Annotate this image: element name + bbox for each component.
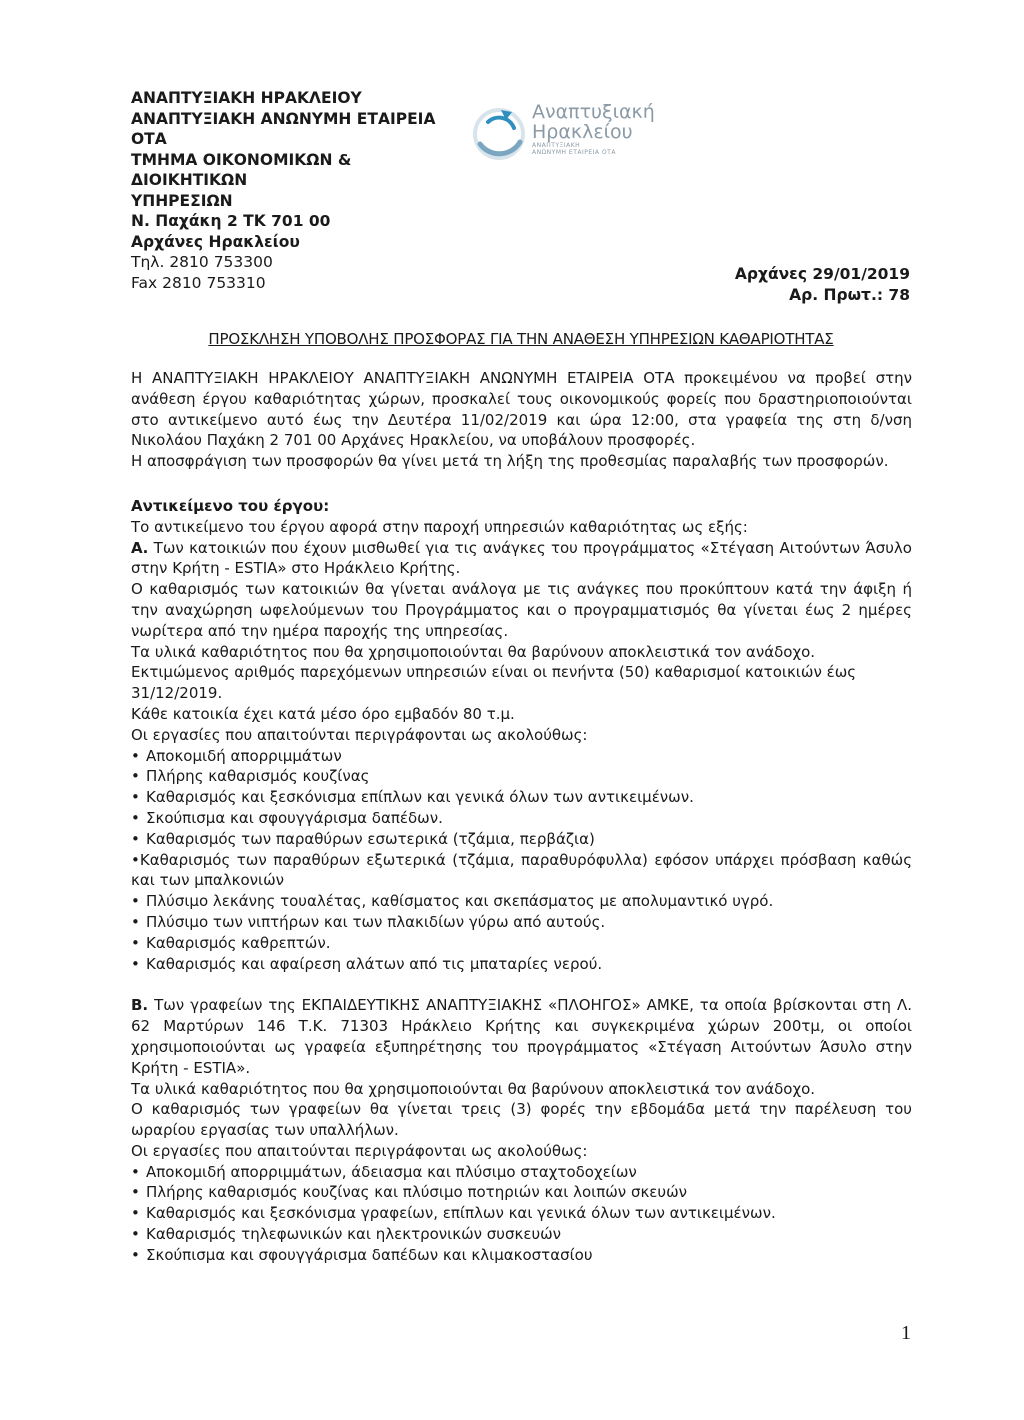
bullet-icon: • [131, 746, 140, 765]
list-item: • Σκούπισμα και σφουγγάρισμα δαπέδων. [131, 808, 443, 827]
date-block [735, 264, 910, 306]
department-name-cont: ΥΠΗΡΕΣΙΩΝ [131, 191, 233, 210]
section-a-text: Των κατοικιών που έχουν μισθωθεί για τις ανάγκες του προγράμματος «Στέγαση Αιτούντων Άσυλο στην Κρήτη - ESTIA» στο Ηράκλειο Κρήτης. [131, 538, 912, 578]
section-a-area: Κάθε κατοικία έχει κατά μέσο όρο εμβαδόν 80 τ.μ. [131, 704, 515, 723]
section-a-paragraph [131, 538, 912, 580]
section-a-estimate: Εκτιμώμενος αριθμός παρεχόμενων υπηρεσιών είναι οι πενήντα (50) καθαρισμοί κατοικιών έως 31/12/2019. [131, 663, 857, 703]
list-item: • Καθαρισμός καθρεπτών. [131, 933, 331, 952]
page-number: 1 [901, 1322, 911, 1344]
list-item: • Πλήρης καθαρισμός κουζίνας [131, 767, 370, 786]
bullet-icon: • [131, 850, 140, 869]
list-item: • Καθαρισμός και αφαίρεση αλάτων από τις μπαταρίες νερού. [131, 954, 603, 973]
city: Αρχάνες Ηρακλείου [131, 232, 300, 251]
list-item: • Σκούπισμα και σφουγγάρισμα δαπέδων και κλιμακοστασίου [131, 1245, 593, 1264]
bullet-icon: • [131, 829, 140, 848]
list-item: • Καθαρισμός και ξεσκόνισμα γραφείων, επίπλων και γενικά όλων των αντικειμένων. [131, 1204, 776, 1223]
list-item: • Καθαρισμός τηλεφωνικών και ηλεκτρονικών συσκευών [131, 1225, 562, 1244]
org-name: ΑΝΑΠΤΥΞΙΑΚΗ ΗΡΑΚΛΕΙΟΥ [131, 89, 362, 107]
list-item: •Καθαρισμός των παραθύρων εξωτερικά (τζάμια, παραθυρόφυλλα) εφόσον υπάρχει πρόσβαση καθώς και των μπαλκονιών [131, 850, 912, 890]
list-item: • Πλήρης καθαρισμός κουζίνας και πλύσιμο ποτηριών και λοιπών σκευών [131, 1183, 688, 1202]
bullet-icon: • [131, 933, 140, 952]
org-legal-name: ΑΝΑΠΤΥΞΙΑΚΗ ΑΝΩΝΥΜΗ ΕΤΑΙΡΕΙΑ ΟΤΑ [131, 109, 436, 148]
logo-subtitle1: ΑΝΑΠΤΥΞΙΑΚΗ [532, 142, 581, 149]
logo-line1: Αναπτυξιακή [532, 101, 655, 123]
protocol-number: Αρ. Πρωτ.: 78 [789, 286, 910, 304]
bullet-icon: • [131, 912, 140, 931]
object-heading: Αντικείμενο του έργου: [131, 496, 330, 515]
fax: Fax 2810 753310 [131, 273, 266, 292]
list-item: • Αποκομιδή απορριμμάτων [131, 746, 342, 765]
document-date: Αρχάνες 29/01/2019 [734, 265, 910, 283]
section-b-paragraph [131, 995, 912, 1078]
logo-subtitle2: ΑΝΩΝΥΜΗ ΕΤΑΙΡΕΙΑ ΟΤΑ [532, 149, 616, 156]
section-b-materials: Τα υλικά καθαριότητος που θα χρησιμοποιούνται θα βαρύνουν αποκλειστικά τον ανάδοχο. [131, 1079, 816, 1098]
bullet-icon: • [131, 788, 140, 807]
section-b-schedule: Ο καθαρισμός των γραφείων θα γίνεται τρεις (3) φορές την εβδομάδα μετά την παρέλευση του ωραρίου εργασίας των υπαλλήλων. [131, 1100, 912, 1140]
list-item: • Πλύσιμο λεκάνης τουαλέτας, καθίσματος και σκεπάσματος με απολυμαντικό υγρό. [131, 892, 774, 911]
list-item: • Αποκομιδή απορριμμάτων, άδειασμα και πλύσιμο σταχτοδοχείων [131, 1162, 637, 1181]
company-logo [468, 100, 668, 170]
bullet-icon: • [131, 954, 140, 973]
list-item: • Καθαρισμός των παραθύρων εσωτερικά (τζάμια, περβάζια) [131, 829, 595, 848]
section-b-text: Των γραφείων της ΕΚΠΑΙΔΕΥΤΙΚΗΣ ΑΝΑΠΤΥΞΙΑΚΗΣ «ΠΛΟΗΓΟΣ» ΑΜΚΕ, τα οποία βρίσκονται στη Λ. 62 Μαρτύρων 146 Τ.Κ. 71303 Ηράκλειο Κρήτης και συγκεκριμένα χώρων 200τμ, οι οποίοι χρησιμοποιούνται ως γραφεία εξυπηρέτησης του προγράμματος «Στέγαση Αιτούντων Άσυλο στην Κρήτη - ESTIA». [131, 996, 912, 1077]
bullet-icon: • [131, 1225, 140, 1244]
sender-block [131, 88, 471, 293]
bullet-icon: • [131, 1162, 140, 1181]
bullet-icon: • [131, 767, 140, 786]
list-item: • Καθαρισμός και ξεσκόνισμα επίπλων και γενικά όλων των αντικειμένων. [131, 788, 694, 807]
logo-mark-icon [468, 100, 530, 164]
section-b-tasks-intro: Οι εργασίες που απαιτούνται περιγράφονται ως ακολούθως: [131, 1141, 588, 1160]
bullet-icon: • [131, 892, 140, 911]
document-title: ΠΡΟΣΚΛΗΣΗ ΥΠΟΒΟΛΗΣ ΠΡΟΣΦΟΡΑΣ ΓΙΑ ΤΗΝ ΑΝΑΘΕΣΗ ΥΠΗΡΕΣΙΩΝ ΚΑΘΑΡΙΟΤΗΤΑΣ [208, 330, 834, 348]
object-intro: Το αντικείμενο του έργου αφορά στην παροχή υπηρεσιών καθαριότητας ως εξής: [131, 517, 748, 536]
bullet-icon: • [131, 808, 140, 827]
section-a-task-list [131, 746, 912, 975]
bullet-icon: • [131, 1183, 140, 1202]
section-a-tasks-intro: Οι εργασίες που απαιτούνται περιγράφονται ως ακολούθως: [131, 725, 588, 744]
section-a-materials: Τα υλικά καθαριότητος που θα χρησιμοποιούνται θα βαρύνουν αποκλειστικά τον ανάδοχο. [131, 642, 816, 661]
phone: Τηλ. 2810 753300 [131, 253, 273, 271]
intro-paragraph: Η ΑΝΑΠΤΥΞΙΑΚΗ ΗΡΑΚΛΕΙΟΥ ΑΝΑΠΤΥΞΙΑΚΗ ΑΝΩΝΥΜΗ ΕΤΑΙΡΕΙΑ ΟΤΑ προκειμένου να προβεί στην ανάθεση έργου καθαριότητας χώρων, προσκαλεί τους οικονομικούς φορείς που δραστηριοποιούνται στο αντικείμενο αυτό έως την Δευτέρα 11/02/2019 και ώρα 12:00, στα γραφεία της στη δ/νση Νικολάου Παχάκη 2 701 00 Αρχάνες Ηρακλείου, να υποβάλουν προσφορές. [131, 369, 912, 450]
opening-paragraph: Η αποσφράγιση των προσφορών θα γίνει μετά τη λήξη της προθεσμίας παραλαβής των προσφορών. [131, 452, 889, 471]
logo-line2: Ηρακλείου [532, 121, 633, 143]
bullet-icon: • [131, 1204, 140, 1223]
department-name: ΤΜΗΜΑ ΟΙΚΟΝΟΜΙΚΩΝ & ΔΙΟΙΚΗΤΙΚΩΝ [131, 150, 352, 189]
section-b-task-list [131, 1162, 912, 1266]
document-body [131, 368, 912, 1266]
bullet-icon: • [131, 1245, 140, 1264]
list-item: • Πλύσιμο των νιπτήρων και των πλακιδίων γύρω από αυτούς. [131, 912, 606, 931]
logo-wordmark [532, 102, 655, 156]
section-a-schedule: Ο καθαρισμός των κατοικιών θα γίνεται ανάλογα με τις ανάγκες που προκύπτουν κατά την άφιξη ή την αναχώρηση ωφελούμενων του Προγράμματος και ο προγραμματισμός θα γίνεται έως 2 ημέρες νωρίτερα από την ημέρα παροχής της υπηρεσίας. [131, 580, 912, 640]
section-a-letter: Α. [131, 538, 149, 557]
street-address: Ν. Παχάκη 2 ΤΚ 701 00 [131, 212, 331, 230]
section-b-letter: Β. [131, 996, 149, 1015]
